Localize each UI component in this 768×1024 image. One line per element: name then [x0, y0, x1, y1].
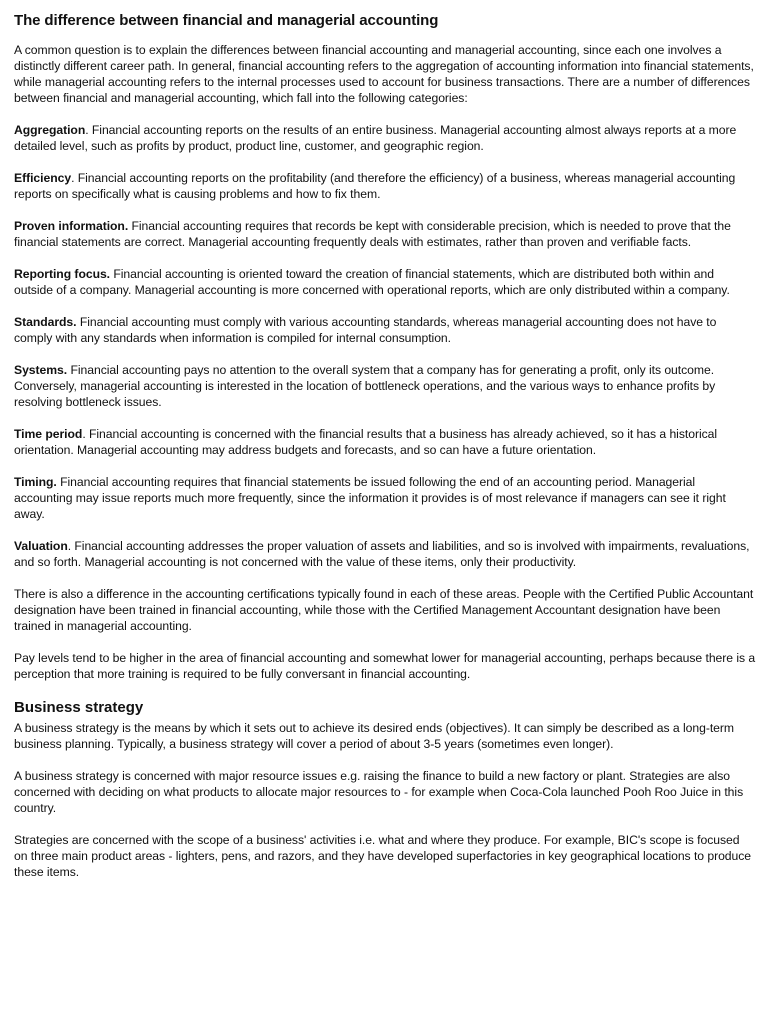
category-text: Financial accounting pays no attention to the overall system that a company has for generating a profit, only its outcome. Conversely, managerial accounting is interested in the location of bottleneck operations, and the various ways to enhance profits by resolving bottleneck issues. — [14, 363, 716, 409]
intro-paragraph: A common question is to explain the differences between financial accounting and managerial accounting, since each one involves a distinctly different career path. In general, financial accounting refers to the aggregation of accounting information into financial statements, while managerial accounting refers to the internal processes used to account for business transactions. There are a number of differences between financial and managerial accounting, which fall into the following categories: — [14, 43, 754, 105]
strategy-paragraph: Strategies are concerned with the scope of a business' activities i.e. what and where they produce. For example, BIC's scope is focused on three main product areas - lighters, pens, and razors, and they have developed superfactories in key geographical locations to produce these items. — [14, 833, 752, 879]
category-term: Efficiency — [14, 171, 72, 185]
category-text: . Financial accounting addresses the proper valuation of assets and liabilities, and so is involved with impairments, revaluations, and so forth. Managerial accounting is not concerned with the value of these items, only their productivity. — [14, 539, 750, 569]
category-term: Reporting focus. — [14, 267, 111, 281]
category-systems — [14, 362, 756, 410]
category-term: Systems. — [14, 363, 68, 377]
strategy-paragraph: A business strategy is concerned with major resource issues e.g. raising the finance to build a new factory or plant. Strategies are also concerned with deciding on what products to allocate major resources to - for example when Coca-Cola launched Pooh Roo Juice in this country. — [14, 769, 744, 815]
section-heading-business-strategy: Business strategy — [14, 699, 144, 716]
category-time-period — [14, 426, 756, 458]
document-page — [14, 10, 756, 896]
category-text: Financial accounting requires that financial statements be issued following the end of an accounting period. Managerial accounting may issue reports much more frequently, since the information it provides is of most relevance if managers can see it right away. — [14, 475, 726, 521]
category-text: Financial accounting must comply with various accounting standards, whereas managerial accounting does not have to comply with any standards when information is compiled for internal consumption. — [14, 315, 717, 345]
category-efficiency — [14, 170, 756, 202]
category-term: Valuation — [14, 539, 68, 553]
category-text: . Financial accounting is concerned with the financial results that a business has already achieved, so it has a historical orientation. Managerial accounting may address budgets and forecasts, and so can have a future orientation. — [14, 427, 718, 457]
certification-paragraph: There is also a difference in the accounting certifications typically found in each of these areas. People with the Certified Public Accountant designation have been trained in financial accounting, while those with the Certified Management Accountant designation have been trained in managerial accounting. — [14, 587, 754, 633]
category-aggregation — [14, 122, 756, 154]
category-proven-information — [14, 218, 756, 250]
category-term: Aggregation — [14, 123, 86, 137]
category-term: Proven information. — [14, 219, 129, 233]
category-text: Financial accounting requires that records be kept with considerable precision, which is needed to prove that the financial statements are correct. Managerial accounting frequently deals with estimates, rather than proven and verifiable facts. — [14, 219, 731, 249]
category-term: Standards. — [14, 315, 77, 329]
category-valuation — [14, 538, 756, 570]
category-text: Financial accounting is oriented toward the creation of financial statements, which are distributed both within and outside of a company. Managerial accounting is more concerned with operational reports, which are only distributed within a company. — [14, 267, 730, 297]
category-timing — [14, 474, 756, 522]
strategy-paragraph: A business strategy is the means by which it sets out to achieve its desired ends (objectives). It can simply be described as a long-term business planning. Typically, a business strategy will cover a period of about 3-5 years (sometimes even longer). — [14, 721, 735, 751]
category-text: . Financial accounting reports on the results of an entire business. Managerial accounting almost always reports at a more detailed level, such as profits by product, product line, customer, and geographic region. — [14, 123, 737, 153]
article-title: The difference between financial and managerial accounting — [14, 12, 439, 29]
category-term: Timing. — [14, 475, 57, 489]
pay-levels-paragraph: Pay levels tend to be higher in the area of financial accounting and somewhat lower for managerial accounting, perhaps because there is a perception that more training is required to be fully conversant in financial accounting. — [14, 651, 756, 681]
category-standards — [14, 314, 756, 346]
category-text: . Financial accounting reports on the profitability (and therefore the efficiency) of a business, whereas managerial accounting reports on specifically what is causing problems and how to fix them. — [14, 171, 736, 201]
category-term: Time period — [14, 427, 83, 441]
category-reporting-focus — [14, 266, 756, 298]
